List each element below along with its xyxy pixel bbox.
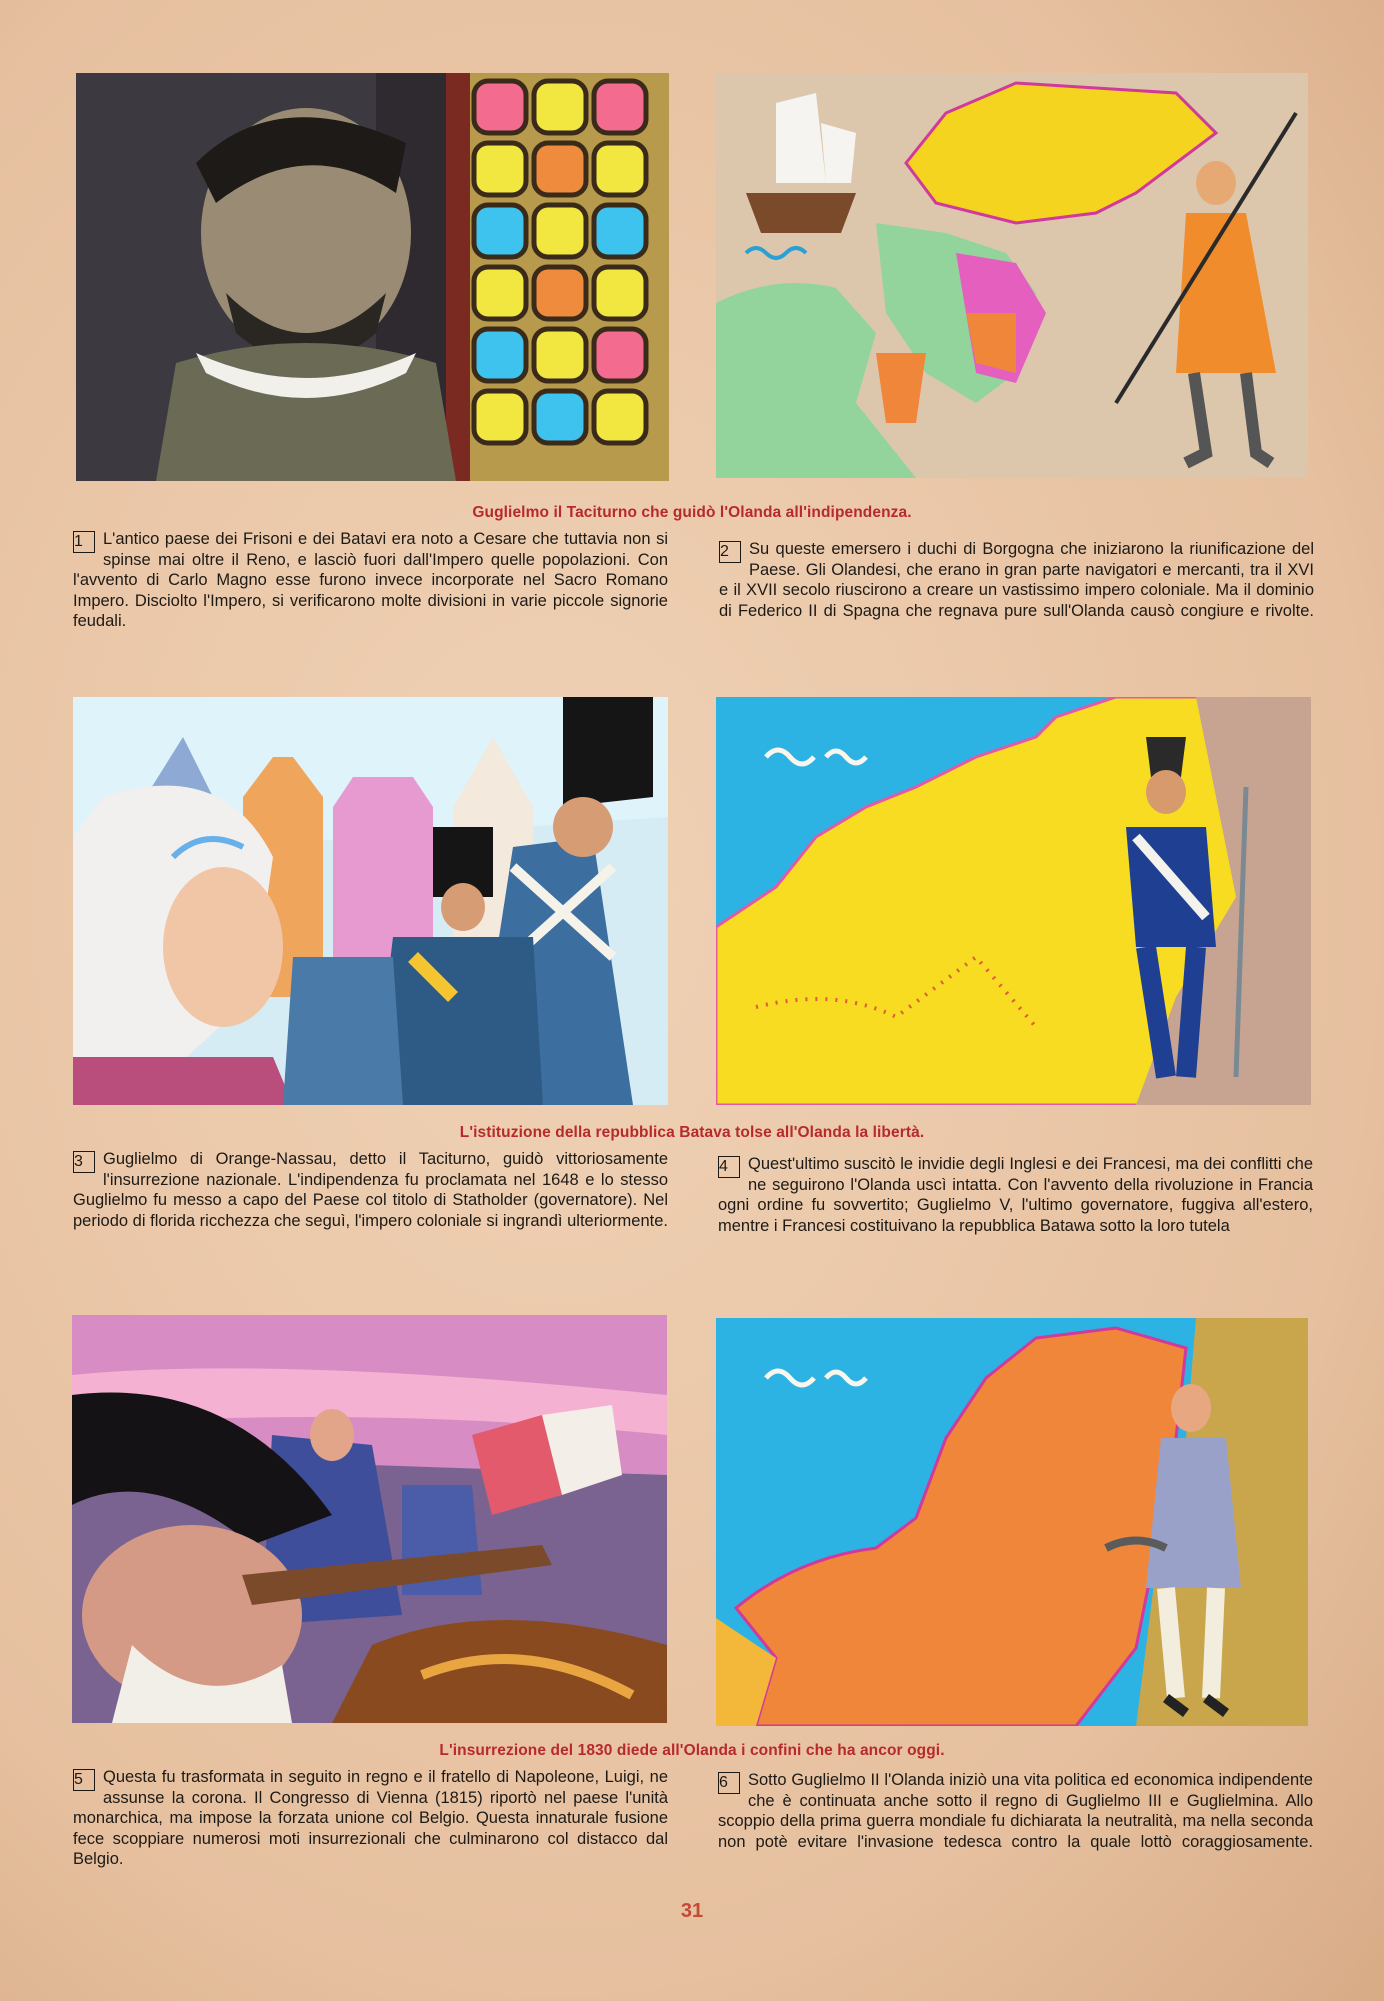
paragraph-number: 6 (718, 1772, 740, 1794)
paragraph-number: 2 (719, 541, 741, 563)
paragraph-text: Questa fu trasformata in seguito in regno e il fratello di Napoleone, Luigi, ne assunse la corona. Il Congresso di Vienna (1815) riportò nel paese l'unità monarchica, ma impose la forzata unione col Belgio. Questa innaturale fusione fece scoppiare numerosi moti insurrezionali che culminarono col distacco dal Belgio. (73, 1768, 668, 1868)
page-number: 31 (680, 1900, 704, 1922)
paragraph-2 (719, 539, 1314, 621)
map-burgundy-card (716, 73, 1308, 478)
paragraph-1 (73, 529, 668, 632)
caption-2: L'istituzione della repubblica Batava tolse all'Olanda la libertà. (459, 1124, 925, 1141)
paragraph-number: 1 (73, 531, 95, 553)
paragraph-number: 3 (73, 1151, 95, 1173)
soldiers-card (73, 697, 668, 1105)
paragraph-text: L'antico paese dei Frisoni e dei Batavi era noto a Cesare che tuttavia non si spinse mai oltre il Reno, e lasciò fuori dall'Impero quelle popolazioni. Con l'avvento di Carlo Magno esse furono invece incorporate nel Sacro Romano Impero. Disciolto l'Impero, si verificarono molte divisioni in varie piccole signorie feudali. (73, 530, 668, 630)
map-modern-card (716, 1318, 1308, 1726)
paragraph-number: 5 (73, 1769, 95, 1791)
paragraph-text: Guglielmo di Orange-Nassau, detto il Taciturno, guidò vittoriosamente l'insurrezione nazionale. L'indipendenza fu proclamata nel 1648 e lo stesso Guglielmo fu messo a capo del Paese col titolo di Statholder (governatore). Nel periodo di florida ricchezza che seguì, l'impero coloniale si ingrandì ulteriormente. (73, 1150, 668, 1230)
paragraph-5 (73, 1767, 668, 1870)
map-batavian-card (716, 697, 1311, 1105)
insurrection-card (72, 1315, 667, 1723)
paragraph-text: Quest'ultimo suscitò le invidie degli Inglesi e dei Francesi, ma dei conflitti che ne seguirono l'Olanda uscì intatta. Con l'avvento della rivoluzione in Francia ogni ordine fu sovvertito; Guglielmo V, l'ultimo governatore, fuggiva all'estero, mentre i Francesi costituivano la repubblica Batawa sotto la loro tutela (718, 1155, 1313, 1235)
portrait-card (76, 73, 669, 481)
paragraph-6 (718, 1770, 1313, 1852)
paragraph-4 (718, 1154, 1313, 1236)
paragraph-text: Su queste emersero i duchi di Borgogna che iniziarono la riunificazione del Paese. Gli Olandesi, che erano in gran parte navigatori e mercanti, tra il XVI e il XVII secolo riuscirono a creare un vastissimo impero coloniale. Ma il dominio di Federico II di Spagna che regnava pure sull'Olanda causò congiure e rivolte. (719, 540, 1314, 620)
paragraph-3 (73, 1149, 668, 1231)
caption-3: L'insurrezione del 1830 diede all'Olanda i confini che ha ancor oggi. (439, 1742, 945, 1759)
paragraph-text: Sotto Guglielmo II l'Olanda iniziò una vita politica ed economica indipendente che è continuata anche sotto il regno di Guglielmo III e Guglielmina. Allo scoppio della prima guerra mondiale fu dichiarata la neutralità, ma nella seconda non potè evitare l'invasione tedesca contro la quale lottò coraggiosamente. (718, 1771, 1313, 1851)
paragraph-number: 4 (718, 1156, 740, 1178)
caption-1: Guglielmo il Taciturno che guidò l'Olanda all'indipendenza. (472, 504, 912, 521)
